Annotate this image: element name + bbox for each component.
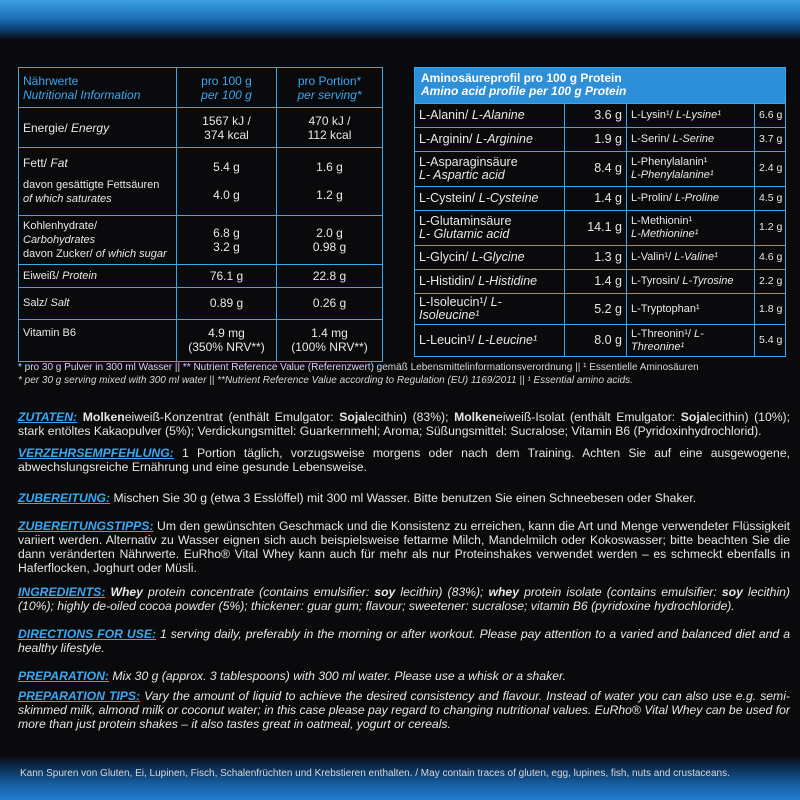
fat-portion-value: 1.6 g [316,160,343,175]
amino-acid-table [414,67,786,357]
ingredients-text-1: protein concentrate (contains emulsifier: [142,585,375,599]
zubereitungstipps-text: Um den gewünschten Geschmack und die Konsistenz zu erreichen, kann die Art und Menge verwendeter Flüssigkeit variiert werden. Alternativ zu Wasser eignen sich auch beispielsweise fettarme Milch, Mandelmilch oder Kokoswasser; bitte beachten Sie die dann veränderten Nährwerte. EuRho® Vital Whey kann auch für mehr als nur Proteinshakes verwendet werden – es schmeckt ebenfalls in Haferflocken, Joghurt oder Müsli. [18,519,790,575]
nutrition-header-per100 [177,68,277,108]
amino-name-cell [415,127,565,151]
energy-label [19,108,177,148]
amino-name-en: L-Cysteine [478,190,539,205]
carbs-en: Carbohydrates [23,233,96,246]
vitamin-b6-per100 [177,319,277,361]
amino-row [415,293,786,325]
nutrition-header-row [19,68,383,108]
amino-row [415,127,786,151]
amino-name-de: L-Arginin/ [419,131,473,146]
amino-name-cell [415,151,565,186]
vitamin-b6-portion [277,319,383,361]
amino-row [415,186,786,210]
nutrition-row-carbs [19,215,383,265]
zutaten-bold-4: Soja [680,410,707,424]
amino-name-de: L-Valin¹/ [631,250,672,263]
verzehr-label: VERZEHRSEMPFEHLUNG: [18,446,174,460]
salt-de: Salz/ [23,297,48,310]
amino-name-en: L- Glutamic acid [419,226,510,241]
amino-name-en: L-Methionine¹ [631,227,699,240]
energy-kcal-100: 374 kcal [204,127,249,142]
amino-name-cell [627,103,755,127]
amino-name-de: L-Methionin¹ [631,214,693,227]
carbs-portion [277,215,383,265]
amino-value: 4.6 g [755,245,786,269]
zutaten-text-3: lecithin) (83%); [365,410,455,424]
zutaten-label: ZUTATEN: [18,410,78,424]
fat-de: Fett/ [23,156,48,171]
header-per100-en: per 100 g [201,87,252,102]
energy-kcal-portion: 112 kcal [307,127,352,142]
amino-name-cell [415,325,565,357]
amino-name-de: L-Glutaminsäure [419,213,512,228]
b6-nrv-100: (350% NRV**) [188,340,265,355]
zubereitung-label: ZUBEREITUNG: [18,491,111,505]
amino-name-en: L-Leucine¹ [478,333,538,348]
amino-value: 1.4 g [565,186,627,210]
footnote-de: * pro 30 g Pulver in 300 ml Wasser || ** Nutrient Reference Value (Referenzwert) gemäß Lebensmittelinformationsverordnung || ¹ Essentielle Aminosäuren [18,362,699,373]
carbs-per100 [177,215,277,265]
zubereitung-text: Mischen Sie 30 g (etwa 3 Esslöffel) mit 300 ml Wasser. Bitte benutzen Sie einen Schneebesen oder Shaker. [110,491,697,505]
amino-name-en: L-Arginine [475,131,533,146]
top-blue-band [0,0,800,40]
carbs-100: 6.8 g [213,225,240,240]
energy-de: Energie/ [23,120,68,135]
amino-header [415,68,786,104]
amino-value: 1.4 g [565,269,627,293]
amino-name-cell [627,325,755,357]
salt-label [19,288,177,320]
amino-value: 5.2 g [565,293,627,325]
ingredients-text-2: lecithin) (83%); [395,585,489,599]
sugar-100: 3.2 g [213,239,240,254]
salt-100: 0.89 g [177,288,277,320]
protein-portion: 22.8 g [277,265,383,288]
ingredients-bold-2: soy [374,585,396,599]
amino-value: 8.4 g [565,151,627,186]
vitamin-b6-label: Vitamin B6 [19,319,177,361]
preparation-tips-section [18,689,790,731]
zutaten-section [18,410,790,438]
amino-value: 5.4 g [755,325,786,357]
nutrition-row-fat [19,148,383,215]
ingredients-text-3: protein isolate (contains emulsifier: [518,585,722,599]
saturates-portion: 1.2 g [316,188,343,203]
amino-name-en: L-Threonine¹ [631,327,704,353]
protein-label [19,265,177,288]
amino-name-cell [415,269,565,293]
nutrition-row-protein [19,265,383,288]
amino-value: 1.2 g [755,210,786,245]
amino-name-cell [627,186,755,210]
amino-title-de: Aminosäureprofil pro 100 g Protein [421,71,622,86]
protein-en: Protein [62,270,97,283]
energy-en: Energy [71,120,110,135]
amino-value: 2.2 g [755,269,786,293]
preparation-text: Mix 30 g (approx. 3 tablespoons) with 300 ml water. Please use a whisk or a shaker. [108,669,566,683]
amino-name-en: L-Serine [672,132,715,145]
amino-row [415,151,786,186]
ingredients-text-4: lecithin) (10%); highly de-oiled cocoa powder (5%); thickener: guar gum; flavour; sweetener: sucralose; vitamin B6 (pyridoxine hydrochloride). [18,585,790,613]
amino-name-en: L-Proline [675,191,720,204]
fat-label [19,148,177,215]
amino-value: 3.7 g [755,127,786,151]
salt-en: Salt [50,297,70,310]
zubereitungstipps-section [18,519,790,575]
verzehr-section [18,446,790,474]
fat-per100 [177,148,277,215]
b6-mg-100: 4.9 mg [208,326,245,341]
amino-name-en: L-Isoleucine¹ [419,295,502,322]
amino-title-en: Amino acid profile per 100 g Protein [421,84,627,99]
protein-de: Eiweiß/ [23,270,60,283]
header-label-en: Nutritional Information [23,87,141,102]
carbs-portion-value: 2.0 g [316,225,343,240]
header-portion-en: per serving* [297,87,362,102]
zutaten-bold-3: Molken [454,410,497,424]
amino-value: 1.3 g [565,245,627,269]
amino-name-en: L-Histidine [478,273,538,288]
zutaten-bold-1: Molken [82,410,125,424]
salt-portion: 0.26 g [277,288,383,320]
amino-header-row [415,68,786,104]
ingredients-label: INGREDIENTS: [18,585,106,599]
energy-per100 [177,108,277,148]
amino-value: 4.5 g [755,186,786,210]
amino-name-de: L-Tryptophan¹ [631,302,700,315]
header-per100-de: pro 100 g [201,73,252,88]
nutrition-row-energy [19,108,383,148]
saturates-100: 4.0 g [213,188,240,203]
amino-value: 6.6 g [755,103,786,127]
amino-name-cell [627,127,755,151]
amino-name-en: L-Lysine¹ [675,108,721,121]
amino-name-cell [415,103,565,127]
ingredients-bold-3: whey [488,585,519,599]
amino-value: 14.1 g [565,210,627,245]
zutaten-text-4: eiweiß-Isolat (enthält Emulgator: [496,410,681,424]
amino-value: 2.4 g [755,151,786,186]
directions-label: DIRECTIONS FOR USE: [18,627,157,641]
directions-section [18,627,790,655]
amino-name-de: L-Leucin¹/ [419,333,475,348]
preparation-tips-label: PREPARATION TIPS: [18,689,141,703]
energy-portion [277,108,383,148]
zutaten-bold-2: Soja [339,410,365,424]
b6-nrv-portion: (100% NRV**) [291,340,368,355]
amino-name-de: L-Histidin/ [419,273,475,288]
energy-kj-portion: 470 kJ / [308,113,351,128]
preparation-section [18,669,790,683]
amino-name-cell [627,293,755,325]
amino-row [415,210,786,245]
allergen-traces-note: Kann Spuren von Gluten, Ei, Lupinen, Fisch, Schalenfrüchten und Krebstieren enthalten. / May contain traces of gluten, egg, lupines, fish, nuts and crustaceans. [20,768,730,779]
footnotes [18,361,788,387]
saturates-de: davon gesättigte Fettsäuren [23,179,160,192]
footnote-en: * per 30 g serving mixed with 300 ml water || **Nutrient Reference Value according to Regulation (EU) 1169/2011 || ¹ Essential amino acids. [18,375,633,386]
amino-name-de: L-Cystein/ [419,190,476,205]
amino-name-de: L-Glycin/ [419,249,469,264]
ingredients-section [18,585,790,613]
header-portion-de: pro Portion* [297,73,362,88]
carbs-de: Kohlenhydrate/ [23,219,97,232]
amino-name-de: L-Prolin/ [631,191,672,204]
amino-name-de: L-Serin/ [631,132,670,145]
nutrition-header-portion [277,68,383,108]
zutaten-text-2: eiweiß-Konzentrat (enthält Emulgator: [124,410,340,424]
amino-name-de: L-Tyrosin/ [631,274,680,287]
amino-name-en: L-Alanine [471,107,525,122]
amino-name-cell [415,245,565,269]
amino-name-en: L-Valine¹ [674,250,718,263]
sugar-en: of which sugar [95,247,167,260]
nutrition-row-vitamin-b6 [19,319,383,361]
amino-name-cell [415,293,565,325]
amino-name-en: L-Phenylalanine¹ [631,168,714,181]
amino-name-de: L-Isoleucin¹/ [419,295,488,309]
preparation-tips-text: Vary the amount of liquid to achieve the desired consistency and flavour. Instead of water you can also use e.g. semi-skimmed milk, almond milk or coconut water; in this case please pay regard to changing nutritional values. EuRho® Vital Whey can be used for more than just protein shakes – it also tastes great in oatmeal, yogurt or cereals. [18,689,790,731]
verzehr-text: 1 Portion täglich, vorzugsweise morgens oder nach dem Training. Achten Sie auf eine ausgewogene, abwechslungsreiche Ernährung und eine gesunde Lebensweise. [18,446,790,474]
amino-name-cell [627,210,755,245]
amino-name-cell [627,151,755,186]
amino-name-cell [627,245,755,269]
saturates-en: of which saturates [23,193,112,206]
nutrition-row-salt [19,288,383,320]
fat-100: 5.4 g [213,160,240,175]
sugar-portion: 0.98 g [312,239,347,254]
amino-name-de: L-Lysin¹/ [631,108,673,121]
amino-row [415,103,786,127]
amino-name-en: L- Aspartic acid [419,167,505,182]
protein-100: 76.1 g [177,265,277,288]
amino-name-cell [627,269,755,293]
amino-name-cell [415,186,565,210]
amino-name-de: L-Alanin/ [419,107,469,122]
sugar-de: davon Zucker/ [23,247,93,260]
ingredients-bold-1: Whey [110,585,143,599]
amino-row [415,325,786,357]
zubereitungstipps-label: ZUBEREITUNGSTIPPS: [18,519,154,533]
nutrition-header-label [19,68,177,108]
amino-value: 1.9 g [565,127,627,151]
amino-name-en: L-Glycine [471,249,525,264]
energy-kj-100: 1567 kJ / [202,113,251,128]
header-label-de: Nährwerte [23,73,79,88]
amino-row [415,269,786,293]
amino-name-de: L-Threonin¹/ [631,327,691,340]
amino-value: 8.0 g [565,325,627,357]
amino-name-cell [415,210,565,245]
zubereitung-section [18,491,790,505]
directions-text: 1 serving daily, preferably in the morning or after workout. Please pay attention to a varied and balanced diet and a healthy lifestyle. [18,627,790,655]
fat-portion [277,148,383,215]
fat-en: Fat [50,156,68,171]
nutrition-table [18,67,383,362]
zutaten-text-5: lecithin) (10%); stark entöltes Kakaopulver (5%); Verdickungsmittel: Guarkernmehl; Aroma; Süßungsmittel: Sucralose; Vitamin B6 (Pyridoxinhydrochlorid). [18,410,791,438]
preparation-label: PREPARATION: [18,669,109,683]
amino-row [415,245,786,269]
carbs-label [19,215,177,265]
amino-value: 3.6 g [565,103,627,127]
amino-name-de: L-Phenylalanin¹ [631,155,708,168]
b6-mg-portion: 1.4 mg [311,326,348,341]
ingredients-bold-4: soy [721,585,743,599]
amino-value: 1.8 g [755,293,786,325]
amino-name-en: L-Tyrosine [682,274,734,287]
amino-name-de: L-Asparaginsäure [419,154,518,169]
